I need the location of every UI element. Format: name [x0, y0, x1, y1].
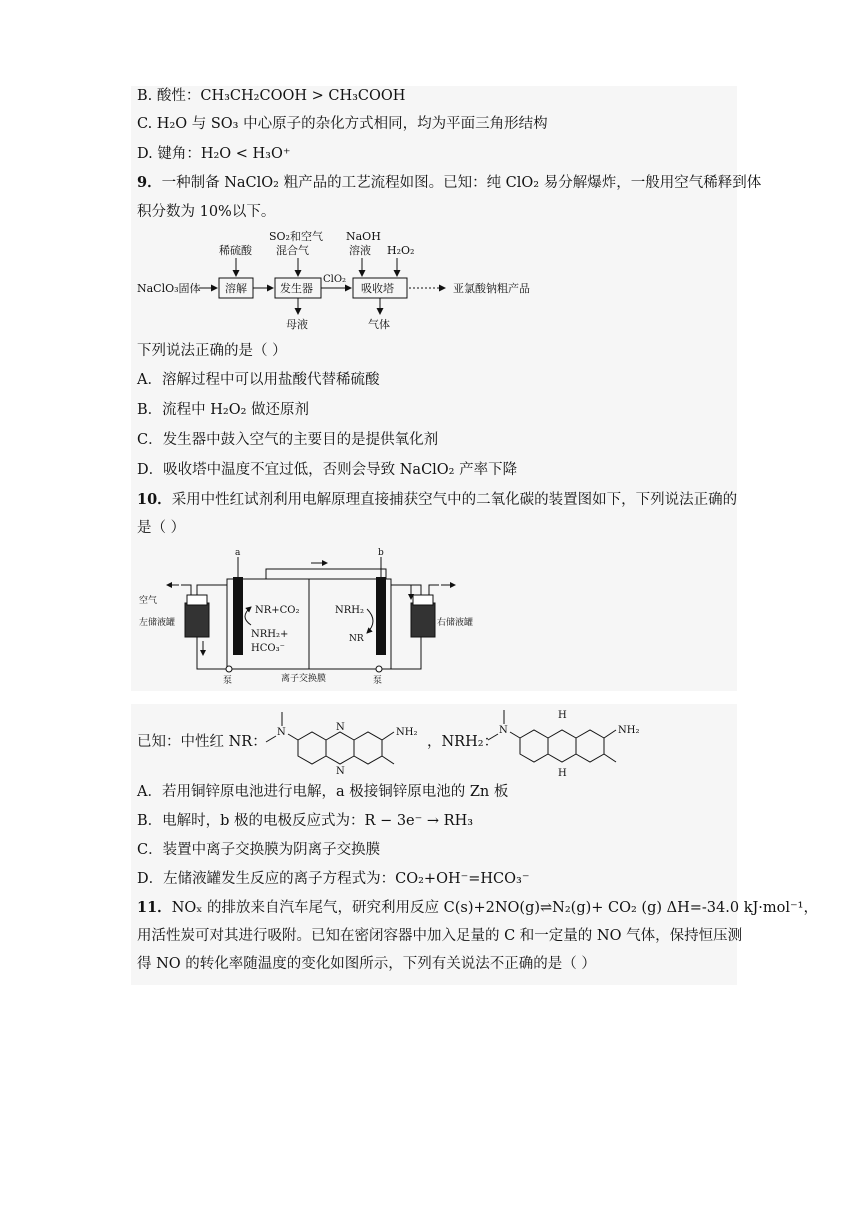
flow-input-solution: 溶液 — [349, 244, 371, 257]
flow-box-dissolve-label: 溶解 — [225, 282, 247, 295]
q9-stem-line1 — [137, 173, 761, 193]
left-tank-label: 左储液罐 — [139, 618, 176, 628]
left-tank — [185, 603, 209, 637]
nr-methyl-bond2 — [266, 736, 276, 742]
left-pump — [226, 666, 232, 672]
right-loop-pipe — [391, 585, 421, 595]
nr-structure — [262, 708, 426, 778]
right-tank-top — [413, 595, 433, 605]
nr-nh2-bond — [382, 732, 394, 740]
left-reaction-arrow — [245, 607, 251, 625]
flow-input-mixgas: 混合气 — [276, 244, 309, 257]
membrane-label: 离子交换膜 — [281, 674, 327, 684]
nr-methyl-bond3 — [382, 756, 394, 764]
q10-number: 10． — [137, 491, 172, 508]
flow-product-label: 亚氯酸钠粗产品 — [453, 282, 530, 295]
nrh2-h-top: H — [558, 710, 567, 721]
right-tank-label: 右储液罐 — [437, 618, 474, 628]
label-nr-co2: NR+CO₂ — [255, 605, 300, 616]
electrode-b-label: b — [378, 548, 384, 558]
flow-clo2-label: ClO₂ — [323, 274, 347, 285]
q9-flow-diagram — [131, 226, 551, 334]
flow-input-h2o2: H₂O₂ — [387, 244, 415, 257]
right-pump — [376, 666, 382, 672]
nrh2-ring-left — [520, 730, 548, 762]
q10-stem-text1: 采用中性红试剂利用电解原理直接捕获空气中的二氧化碳的装置图如下，下列说法正确的 — [171, 492, 738, 508]
label-nrh2: NRH₂ — [335, 605, 365, 616]
q9-option-d: D．吸收塔中温度不宜过低，否则会导致 NaClO₂ 产率下降 — [137, 462, 518, 478]
q10-stem-line2: 是（ ） — [137, 520, 186, 536]
left-pump-label: 泵 — [223, 676, 233, 686]
q10-nrh2-label: ，NRH₂： — [427, 734, 499, 750]
label-hco3: HCO₃⁻ — [251, 643, 285, 654]
nr-n-ring-bond — [288, 734, 298, 740]
top-pipe — [266, 569, 386, 579]
q10-option-c: C．装置中离子交换膜为阴离子交换膜 — [137, 842, 381, 858]
flow-box-absorber-label: 吸收塔 — [361, 282, 394, 295]
q11-number: 11． — [137, 899, 172, 916]
right-reaction-arrow — [367, 609, 373, 633]
nrh2-structure — [484, 704, 652, 778]
electrode-b — [376, 577, 386, 655]
nr-amine-n: N — [277, 727, 286, 738]
nr-nh2-label: NH₂ — [396, 727, 418, 738]
nr-ring-middle — [326, 732, 354, 764]
q10-option-a: A．若用铜锌原电池进行电解，a 极接铜锌原电池的 Zn 板 — [137, 784, 509, 800]
nrh2-methyl-bond2 — [488, 734, 498, 740]
q9-stem-line2: 积分数为 10%以下。 — [137, 204, 276, 220]
left-loop-bottom — [197, 637, 227, 669]
nrh2-nh2-bond — [604, 730, 616, 738]
flow-box-generator-label: 发生器 — [280, 282, 313, 295]
nr-ring-n-top: N — [336, 722, 345, 733]
right-loop-bottom — [391, 637, 421, 669]
label-nr: NR — [349, 634, 364, 644]
flow-input-naoh: NaOH — [346, 230, 381, 243]
air-label: 空气 — [139, 596, 158, 606]
q11-stem-text1: NOₓ 的排放来自汽车尾气，研究利用反应 C(s)+2NO(g)⇌N₂(g)+ CO₂ (g) ΔH=-34.0 kJ·mol⁻¹， — [171, 900, 818, 916]
nr-ring-right — [354, 732, 382, 764]
nrh2-n-ring-bond — [510, 732, 520, 738]
nrh2-h-bottom: H — [558, 768, 567, 778]
q9-stem-text1: 一种制备 NaClO₂ 粗产品的工艺流程如图。已知：纯 ClO₂ 易分解爆炸，一般用空气稀释到体 — [161, 175, 762, 191]
q9-option-a: A．溶解过程中可以用盐酸代替稀硫酸 — [137, 372, 380, 388]
right-tank — [411, 603, 435, 637]
right-pump-label: 泵 — [373, 676, 383, 686]
q11-stem-line1 — [137, 898, 818, 918]
label-nrh2-plus: NRH₂+ — [251, 629, 289, 640]
q11-stem-line2: 用活性炭可对其进行吸附。已知在密闭容器中加入足量的 C 和一定量的 NO 气体，保持恒压测 — [137, 928, 743, 944]
q9-option-c: C．发生器中鼓入空气的主要目的是提供氧化剂 — [137, 432, 439, 448]
q10-stem-line1 — [137, 490, 737, 510]
q11-stem-line3: 得 NO 的转化率随温度的变化如图所示，下列有关说法不正确的是（ ） — [137, 956, 596, 972]
nrh2-ring-right — [576, 730, 604, 762]
left-air-pipe — [181, 585, 191, 595]
q9-option-b: B．流程中 H₂O₂ 做还原剂 — [137, 402, 310, 418]
q9-number: 9． — [137, 174, 162, 191]
left-loop-pipe — [197, 585, 227, 595]
nrh2-ring-middle — [548, 730, 576, 762]
nrh2-amine-n: N — [499, 725, 508, 736]
q10-option-b: B．电解时，b 极的电极反应式为：R − 3e⁻ → RH₃ — [137, 813, 474, 829]
left-tank-top — [187, 595, 207, 605]
q10-option-d: D．左储液罐发生反应的离子方程式为：CO₂+OH⁻=HCO₃⁻ — [137, 871, 530, 887]
q8-option-d: D. 键角：H₂O < H₃O⁺ — [137, 146, 291, 162]
q8-option-b: B. 酸性：CH₃CH₂COOH > CH₃COOH — [137, 88, 406, 104]
electrode-a — [233, 577, 243, 655]
right-exhaust-pipe — [429, 585, 439, 595]
flow-output-mother-liquor: 母液 — [286, 318, 308, 331]
nr-ring-n-bottom: N — [336, 766, 345, 777]
q9-question: 下列说法正确的是（ ） — [137, 343, 287, 359]
flow-input-so2-air: SO₂和空气 — [269, 230, 323, 243]
nrh2-methyl-bond3 — [604, 754, 616, 762]
flow-start-label: NaClO₃固体 — [137, 282, 201, 295]
electrode-a-label: a — [235, 548, 241, 558]
nr-ring-left — [298, 732, 326, 764]
q10-known-prefix: 已知：中性红 NR： — [137, 734, 267, 750]
nrh2-nh2-label: NH₂ — [618, 725, 640, 736]
flow-input-acid: 稀硫酸 — [219, 244, 252, 257]
q10-electrolysis-diagram — [131, 545, 491, 689]
flow-output-gas: 气体 — [368, 318, 390, 331]
q8-option-c: C. H₂O 与 SO₃ 中心原子的杂化方式相同，均为平面三角形结构 — [137, 116, 548, 132]
